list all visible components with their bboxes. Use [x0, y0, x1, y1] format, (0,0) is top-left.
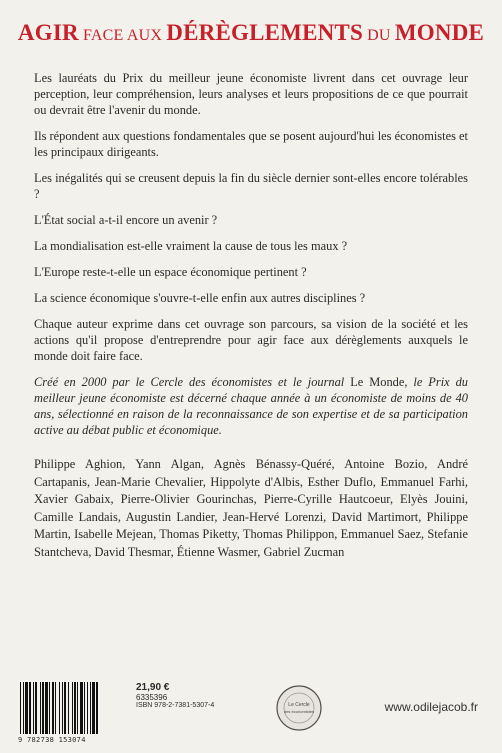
prize-text-2: le Prix du meilleur jeune économiste est décerné chaque année à un économiste de moins de 40 ans, sélectionné en raison de la reconnaissance de son expertise et de sa participation active au débat public et économique.: [34, 375, 468, 437]
barcode-icon: [18, 680, 128, 736]
title-word-4: DU: [367, 27, 391, 44]
barcode-area: [18, 680, 215, 744]
newspaper-name: Le Monde,: [350, 375, 408, 389]
blurb: [34, 70, 468, 561]
title-word-5: MONDE: [394, 20, 485, 45]
paragraph: La mondialisation est-elle vraiment la cause de tous les maux ?: [34, 239, 348, 253]
barcode-digits: 9 782738 153074: [18, 736, 86, 744]
product-code: 6335396: [136, 693, 168, 702]
publisher-url: www.odilejacob.fr: [384, 700, 478, 714]
paragraph: Les inégalités qui se creusent depuis la fin du siècle dernier sont-elles encore tolérables ?: [34, 171, 468, 201]
title-word-2: FACE AUX: [83, 27, 163, 44]
price: 21,90 €: [136, 682, 170, 693]
paragraph: Chaque auteur exprime dans cet ouvrage son parcours, sa vision de la société et les actions qu'il propose d'entreprendre pour agir face aux dérèglements auxquels le monde doit faire face.: [34, 317, 468, 363]
isbn: ISBN 978-2-7381-5307-4: [136, 702, 215, 709]
authors-list: Philippe Aghion, Yann Algan, Agnès Bénassy-Quéré, Antoine Bozio, André Cartapanis, Jean-Marie Chevalier, Hippolyte d'Albis, Esther Duflo, Emmanuel Farhi, Xavier Gabaix, Pierre-Olivier Gourinchas, Pierre-Cyrille Hautcoeur, Elyès Jouini, Camille Landais, Augustin Landier, Jean-Hervé Lorenzi, David Martimort, Philippe Martin, Isabelle Mejean, Thomas Piketty, Thomas Philippon, Emmanuel Saez, Stefanie Stantcheva, David Thesmar, Étienne Wasmer, Gabriel Zucman: [34, 457, 468, 559]
title-word-3: DÉRÈGLEMENTS: [166, 20, 363, 45]
prize-description: [34, 374, 468, 438]
svg-text:Le Cercle: Le Cercle: [288, 702, 310, 708]
prize-text-1: Créé en 2000 par le Cercle des économistes et le journal: [34, 375, 345, 389]
paragraph: L'État social a-t-il encore un avenir ?: [34, 213, 218, 227]
svg-text:des économistes: des économistes: [283, 709, 315, 714]
paragraph: L'Europe reste-t-elle un espace économique pertinent ?: [34, 265, 307, 279]
paragraph: La science économique s'ouvre-t-elle enfin aux autres disciplines ?: [34, 291, 366, 305]
book-title: [0, 20, 502, 46]
paragraph: Les lauréats du Prix du meilleur jeune économiste livrent dans cet ouvrage leur perception, leur compréhension, leurs analyses et leurs propositions de ce que pourrait ou devrait être l'avenir du monde.: [34, 71, 468, 117]
paragraph: Ils répondent aux questions fondamentales que se posent aujourd'hui les économistes et les principaux dirigeants.: [34, 129, 468, 159]
title-word-1: AGIR: [17, 20, 79, 45]
cercle-economistes-logo: [275, 684, 323, 732]
price-box: [136, 682, 214, 709]
